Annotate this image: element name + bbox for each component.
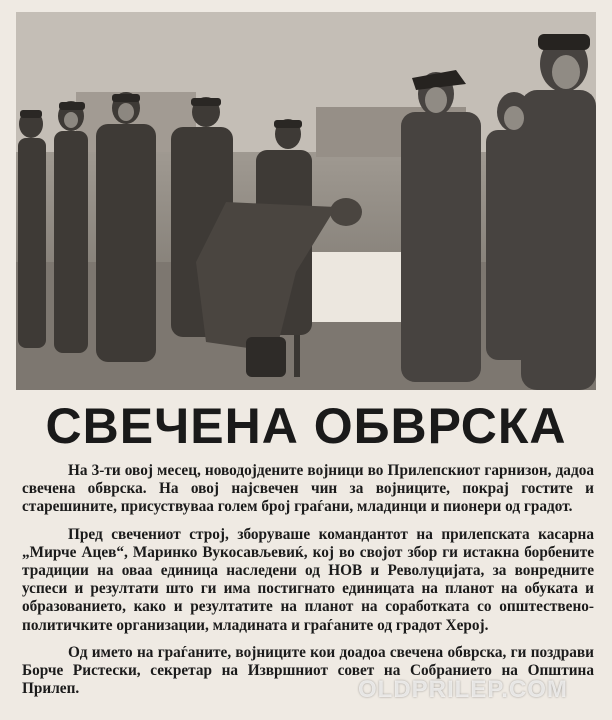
paragraph: На 3-ти овој месец, новодојдените војници во Прилепскиот гарнизон, дадоа свечена обврска. На овој најсвечен чин за војниците, покрај гостите и старешините, присуствуваа голем број граѓани, младинци и пионери од градот. (22, 462, 594, 516)
paragraph: Од името на граѓаните, војниците кои доадоа свечена обврска, ги поздрави Борче Ристески, секретар на Извршниот совет на Собранието на Општина Прилеп. (22, 643, 594, 698)
soldiers-photo (16, 12, 596, 390)
watermark: OLDPRILEP.COM (358, 676, 568, 703)
article-photo (16, 12, 596, 390)
article-body (22, 462, 594, 707)
paragraph: Пред свечениот строј, зборуваше командантот на прилепската касарна „Мирче Ацев“, Маринко Вукосављевиќ, кој во својот збор ги истакна борбените традиции на оваа единица наследени од НОВ и Револуцијата, за вонредните успеси и резултати што ги има постигнато единицата на планот на обуката и образованието, како и резултатите на планот на соработката со општествено-политичките организации, младината и граѓаните од градот Херој. (22, 525, 594, 634)
headline: СВЕЧЕНА ОБВРСКА (45, 398, 567, 454)
